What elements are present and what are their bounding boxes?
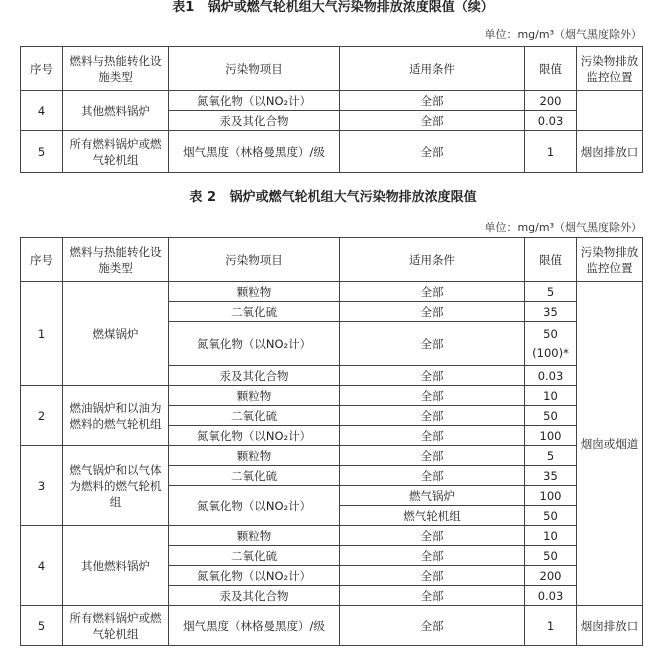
cell-pollutant: 颗粒物 xyxy=(169,386,340,406)
cell-pollutant: 烟气黑度（林格曼黑度）/级 xyxy=(169,606,340,646)
header-location: 污染物排放监控位置 xyxy=(577,47,643,91)
cell-limit: 35 xyxy=(525,466,577,486)
cell-limit: 200 xyxy=(525,91,577,111)
header-condition: 适用条件 xyxy=(340,47,525,91)
cell-location: 烟囱排放口 xyxy=(577,606,643,646)
cell-condition: 全部 xyxy=(340,366,525,386)
cell-limit: 5 xyxy=(525,446,577,466)
cell-limit: 5 xyxy=(525,282,577,302)
header-limit: 限值 xyxy=(525,238,577,282)
cell-pollutant: 二氧化硫 xyxy=(169,466,340,486)
header-condition: 适用条件 xyxy=(340,238,525,282)
cell-pollutant: 氮氧化物（以NO₂计） xyxy=(169,322,340,366)
cell-type: 其他燃料锅炉 xyxy=(63,91,169,131)
table2-unit: 单位：mg/m³（烟气黑度除外） xyxy=(484,221,642,234)
cell-seq: 3 xyxy=(21,446,63,526)
table2-caption: 表 2 锅炉或燃气轮机组大气污染物排放浓度限值 xyxy=(189,190,477,205)
cell-condition: 全部 xyxy=(340,91,525,111)
cell-location-main: 烟囱或烟道 xyxy=(577,282,643,606)
cell-condition: 全部 xyxy=(340,111,525,131)
cell-pollutant: 二氧化硫 xyxy=(169,546,340,566)
cell-limit: 0.03 xyxy=(525,586,577,606)
table2 xyxy=(20,237,643,646)
cell-pollutant: 烟气黑度（林格曼黑度）/级 xyxy=(169,131,340,173)
cell-condition: 全部 xyxy=(340,446,525,466)
cell-limit: 0.03 xyxy=(525,111,577,131)
table-row xyxy=(21,91,643,111)
table2-header-row xyxy=(21,238,643,282)
header-type: 燃料与热能转化设施类型 xyxy=(63,47,169,91)
cell-seq: 1 xyxy=(21,282,63,386)
cell-condition: 全部 xyxy=(340,302,525,322)
cell-limit: 50 xyxy=(525,506,577,526)
cell-condition: 全部 xyxy=(340,606,525,646)
cell-location-empty xyxy=(577,91,643,131)
cell-type: 燃油锅炉和以油为燃料的燃气轮机组 xyxy=(63,386,169,446)
cell-pollutant: 氮氧化物（以NO₂计） xyxy=(169,486,340,526)
header-type: 燃料与热能转化设施类型 xyxy=(63,238,169,282)
cell-seq: 5 xyxy=(21,606,63,646)
cell-type: 燃气锅炉和以气体为燃料的燃气轮机组 xyxy=(63,446,169,526)
cell-limit: 1 xyxy=(525,606,577,646)
cell-pollutant: 汞及其化合物 xyxy=(169,366,340,386)
cell-seq: 5 xyxy=(21,131,63,173)
table1-unit: 单位：mg/m³（烟气黑度除外） xyxy=(484,28,642,41)
cell-limit: 1 xyxy=(525,131,577,173)
cell-condition: 全部 xyxy=(340,282,525,302)
cell-pollutant: 颗粒物 xyxy=(169,526,340,546)
header-pollutant: 污染物项目 xyxy=(169,47,340,91)
cell-limit: 50 xyxy=(525,546,577,566)
header-seq: 序号 xyxy=(21,238,63,282)
cell-limit: 0.03 xyxy=(525,366,577,386)
cell-type: 所有燃料锅炉或燃气轮机组 xyxy=(63,606,169,646)
cell-condition: 全部 xyxy=(340,586,525,606)
cell-pollutant: 汞及其化合物 xyxy=(169,586,340,606)
header-pollutant: 污染物项目 xyxy=(169,238,340,282)
table-row xyxy=(21,131,643,173)
cell-seq: 2 xyxy=(21,386,63,446)
cell-pollutant: 颗粒物 xyxy=(169,446,340,466)
cell-type: 其他燃料锅炉 xyxy=(63,526,169,606)
cell-pollutant: 氮氧化物（以NO₂计） xyxy=(169,426,340,446)
cell-limit: 10 xyxy=(525,386,577,406)
cell-limit: 100 xyxy=(525,426,577,446)
table-row xyxy=(21,282,643,302)
table1-header-row xyxy=(21,47,643,91)
cell-limit: 10 xyxy=(525,526,577,546)
table-row xyxy=(21,526,643,546)
cell-condition: 全部 xyxy=(340,526,525,546)
cell-seq: 4 xyxy=(21,526,63,606)
cell-pollutant: 二氧化硫 xyxy=(169,302,340,322)
header-location: 污染物排放监控位置 xyxy=(577,238,643,282)
cell-pollutant: 二氧化硫 xyxy=(169,406,340,426)
cell-pollutant: 氮氧化物（以NO₂计） xyxy=(169,91,340,111)
limit-value: 50 xyxy=(543,326,558,341)
cell-pollutant: 汞及其化合物 xyxy=(169,111,340,131)
cell-type: 燃煤锅炉 xyxy=(63,282,169,386)
cell-condition: 全部 xyxy=(340,426,525,446)
cell-limit: 200 xyxy=(525,566,577,586)
table-row xyxy=(21,446,643,466)
cell-limit: 50 xyxy=(525,406,577,426)
cell-location: 烟囱排放口 xyxy=(577,131,643,173)
table1-caption: 表1 锅炉或燃气轮机组大气污染物排放浓度限值（续） xyxy=(172,0,494,15)
cell-condition: 全部 xyxy=(340,466,525,486)
cell-seq: 4 xyxy=(21,91,63,131)
cell-limit: 100 xyxy=(525,486,577,506)
header-limit: 限值 xyxy=(525,47,577,91)
table-row xyxy=(21,386,643,406)
cell-pollutant: 氮氧化物（以NO₂计） xyxy=(169,566,340,586)
cell-type: 所有燃料锅炉或燃气轮机组 xyxy=(63,131,169,173)
limit-value-note: (100)* xyxy=(532,345,569,360)
cell-condition: 燃气锅炉 xyxy=(340,486,525,506)
cell-condition: 全部 xyxy=(340,322,525,366)
header-seq: 序号 xyxy=(21,47,63,91)
cell-condition: 全部 xyxy=(340,386,525,406)
cell-condition: 全部 xyxy=(340,566,525,586)
cell-condition: 全部 xyxy=(340,406,525,426)
cell-condition: 全部 xyxy=(340,131,525,173)
cell-limit xyxy=(525,322,577,366)
cell-condition: 全部 xyxy=(340,546,525,566)
table-row xyxy=(21,606,643,646)
cell-pollutant: 颗粒物 xyxy=(169,282,340,302)
table1 xyxy=(20,46,643,173)
cell-limit: 35 xyxy=(525,302,577,322)
cell-condition: 燃气轮机组 xyxy=(340,506,525,526)
